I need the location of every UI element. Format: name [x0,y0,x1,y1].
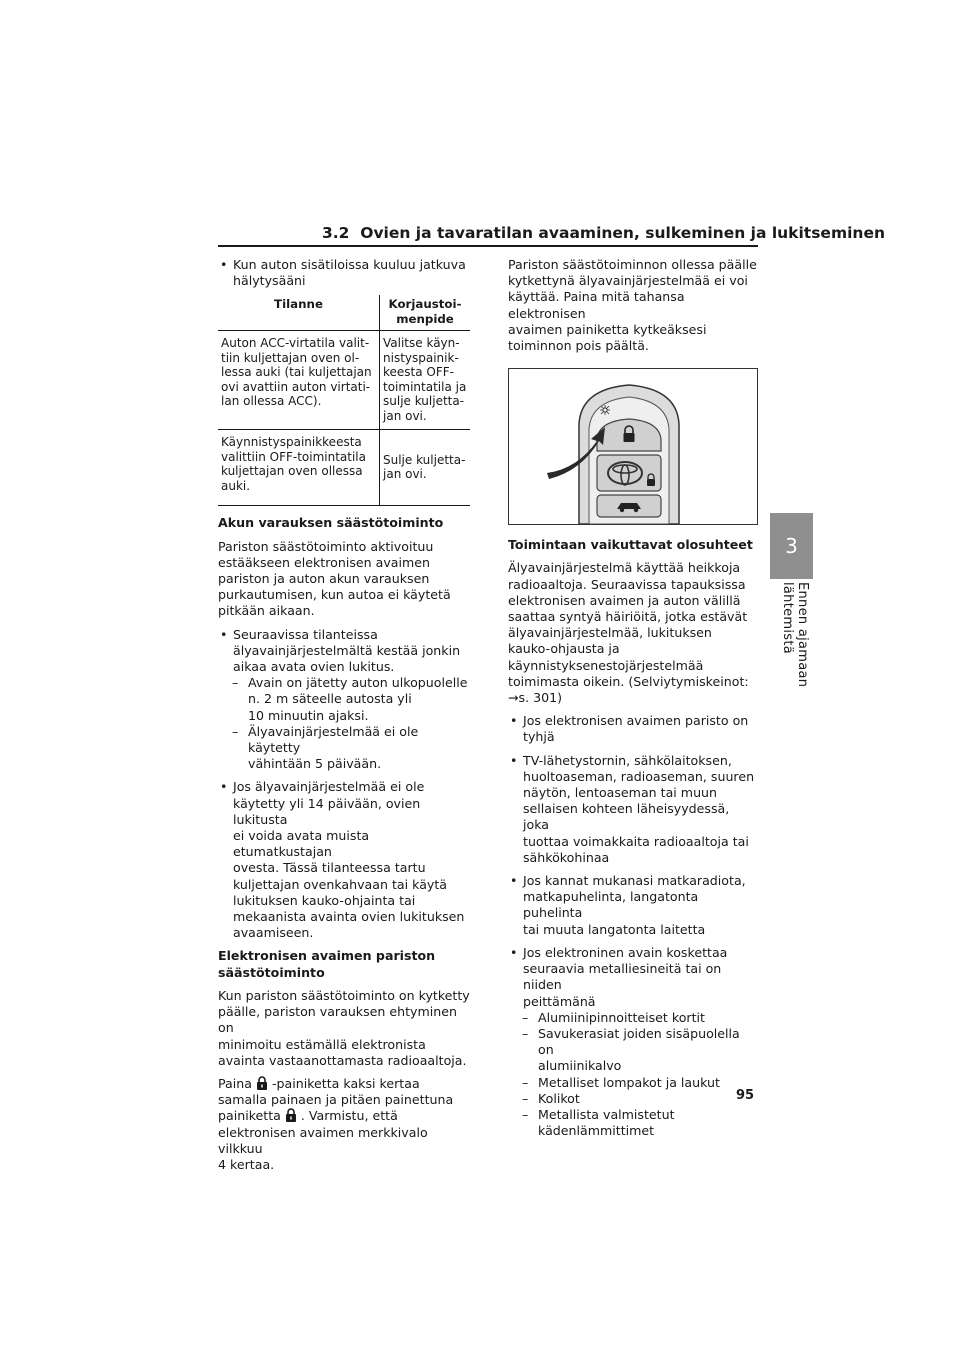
battery-saving-paragraph: Pariston säästötoiminto aktivoituu estääkseen elektronisen avaimen pariston ja auton akun varauksen purkautumisen, kun autoa ei käytetä pitkään aikaan. [218,538,451,619]
section-number: 3.2 [322,224,350,242]
operating-conditions-heading: Toimintaan vaikuttavat olosuhteet [508,537,753,553]
sub-list-item: – Savukerasiat joiden sisäpuolella on alumiinikalvo [522,1025,740,1074]
electronic-key-icon [509,369,757,524]
table-cell-action: Sulje kuljetta- jan ovi. [380,430,471,506]
sub-list-item: – Metallista valmistetut kädenlämmittimet [522,1106,675,1139]
battery-saving-off-paragraph: Pariston säästötoiminnon ollessa päälle kytkettynä älyavainjärjestelmää ei voi käyttää. Paina mitä tahansa elektronisen avaimen painiketta kytkeäksesi toiminnon pois päältä. [508,257,757,354]
sub-list-item: – Alumiinipinnoitteiset kortit [522,1009,705,1025]
list-item: • Jos elektronisen avaimen paristo on tyhjä [508,713,758,745]
table-header-situation: Tilanne [218,295,380,331]
header-rule [218,245,758,247]
section-title: Ovien ja tavaratilan avaaminen, sulkeminen ja lukitseminen [360,224,885,242]
table-cell-situation: Auton ACC-virtatila valit- tiin kuljettajan oven ol- lessa auki (tai kuljettajan ovi avattiin auton virtati- lan ollessa ACC). [218,331,380,430]
press-instructions: Paina -painiketta kaksi kertaa samalla painaen ja pitäen painettuna painiketta . Varmistu, että elektronisen avaimen merkkivalo vilkkuu 4 kertaa. [218,1075,454,1172]
key-battery-saving-paragraph: Kun pariston säästötoiminto on kytketty päälle, pariston varauksen ehtyminen on minimoitu estämällä elektronista avainta vastaanottamasta radioaaltoja. [218,987,470,1068]
lock-icon [256,1076,268,1090]
chapter-tab: 3 [770,513,813,579]
electronic-key-illustration [508,368,758,525]
list-item: • Seuraavissa tilanteissa älyavainjärjestelmältä kestää jonkin aikaa avata ovien lukitus. [218,627,470,676]
chapter-title: Ennen ajamaan lähtemistä [780,582,810,688]
lock-icon [285,1108,297,1122]
table-cell-action: Valitse käyn- nistyspainik- keesta OFF- toimintatila ja sulje kuljetta- jan ovi. [380,331,471,430]
sub-list-item: – Älyavainjärjestelmää ei ole käytetty vähintään 5 päivään. [232,723,419,772]
sub-list-item: – Avain on jätetty auton ulkopuolelle n. 2 m säteelle autosta yli 10 minuutin ajaksi. [232,675,468,723]
sub-list-item: – Metalliset lompakot ja laukut [522,1074,720,1090]
table-row [218,331,470,430]
page-number: 95 [736,1088,755,1103]
list-item: • Jos elektroninen avain koskettaa seuraavia metalliesineitä tai on niiden peittämänä [508,945,758,1010]
table-row [218,430,470,506]
list-item: • Jos älyavainjärjestelmää ei ole käytetty yli 14 päivään, ovien lukitusta ei voida avata muista etumatkustajan ovesta. Tässä tilanteessa tartu kuljettajan ovenkahvaan tai käytä lukituksen kauko-ohjainta tai mekaanista avainta ovien lukituksen avaamiseen. [218,779,470,941]
battery-saving-heading: Akun varauksen säästötoiminto [218,515,444,531]
list-item: • TV-lähetystornin, sähkölaitoksen, huoltoaseman, radioaseman, suuren näytön, lentoaseman tai muun sellaisen kohteen läheisyydessä, joka tuottaa voimakkaita radioaaltoja tai sähkökohinaa [508,753,758,866]
sub-list-item: – Kolikot [522,1090,580,1106]
key-battery-saving-heading: Elektronisen avaimen pariston säästötoiminto [218,948,436,980]
operating-conditions-paragraph: Älyavainjärjestelmä käyttää heikkoja radioaaltoja. Seuraavissa tapauksissa elektronisen avaimen ja auton välillä saattaa syntyä häiriöitä, jotka estävät älyavainjärjestelmää, lukituksen kauko-ohjausta ja käynnistyksenestojärjestelmää toimimasta oikein. (Selviytymiskeinot: →s. 301) [508,560,749,706]
list-item: • Jos kannat mukanasi matkaradiota, matkapuhelinta, langatonta puhelinta tai muuta langatonta laitetta [508,873,758,938]
intro-bullet: • Kun auton sisätiloissa kuuluu jatkuva hälytysääni [218,257,470,289]
right-column [508,257,758,1139]
left-column [218,257,470,1180]
table-header-action: Korjaustoi- menpide [380,295,471,331]
situation-table [218,295,470,506]
page-header [322,224,885,242]
table-cell-situation: Käynnistyspainikkeesta valittiin OFF-toimintatila kuljettajan oven ollessa auki. [218,430,380,506]
page-reference-link[interactable]: →s. 301) [508,690,563,706]
